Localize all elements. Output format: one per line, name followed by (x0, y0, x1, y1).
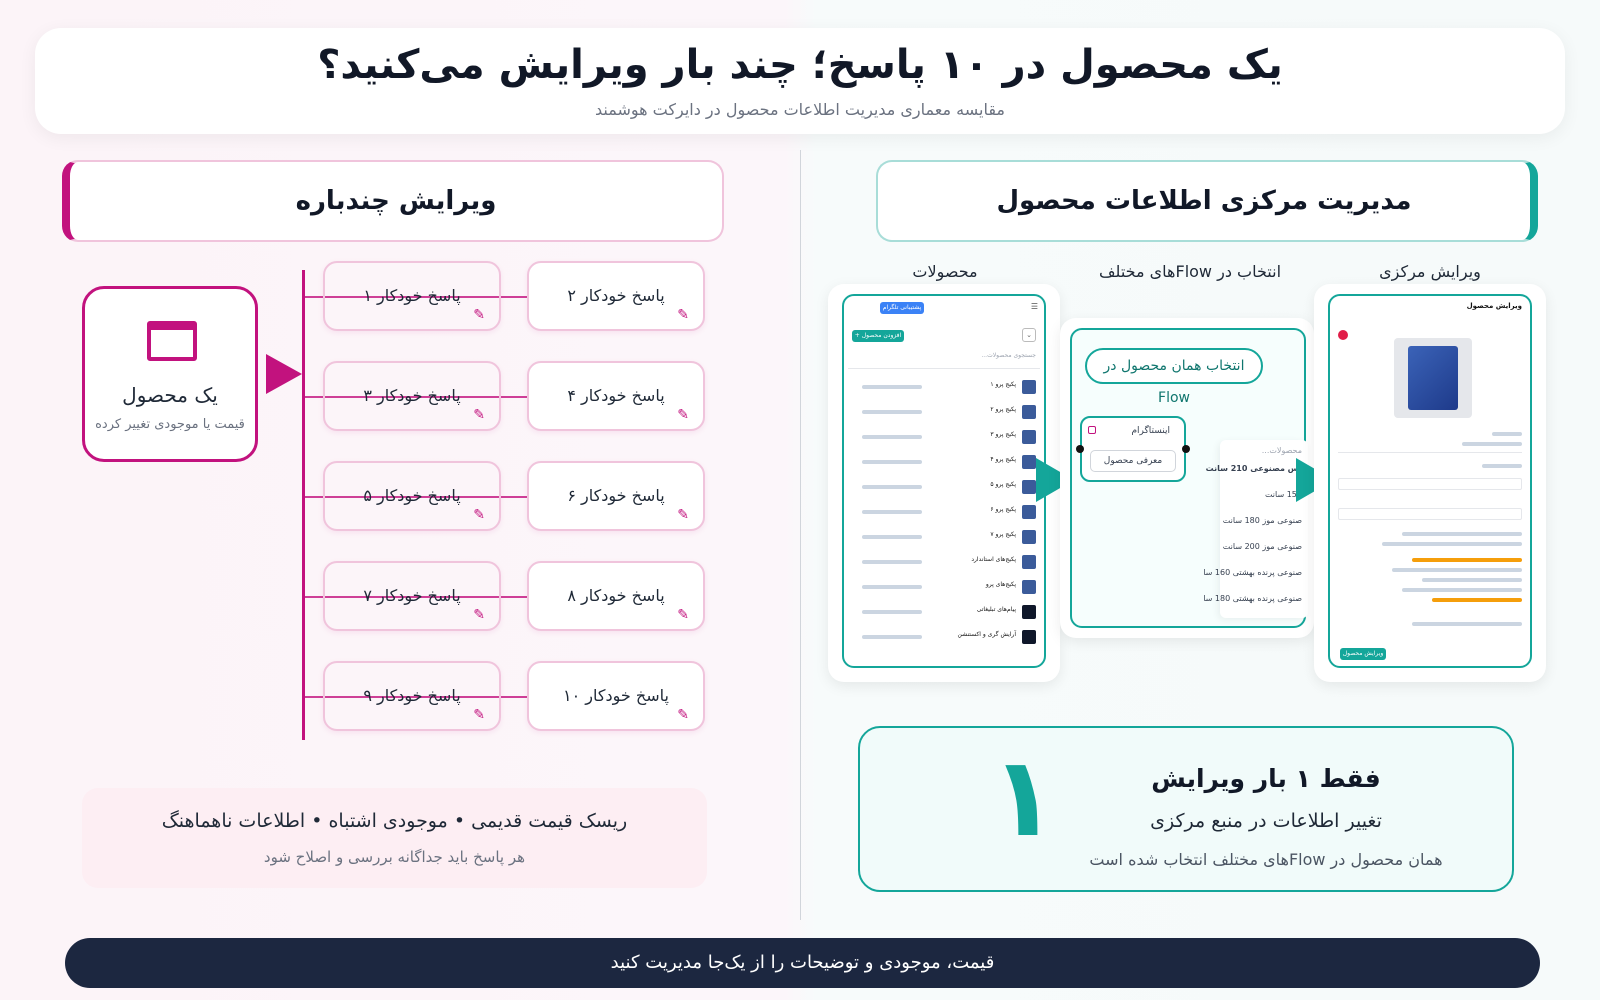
edit-phone (1314, 284, 1546, 682)
table-row[interactable] (848, 451, 1040, 473)
list-item[interactable]: محصولات... (1261, 446, 1302, 455)
response-box (527, 561, 705, 631)
products-phone (828, 284, 1060, 682)
response-label: پاسخ خودکار ۱۰ (563, 686, 669, 705)
response-label: پاسخ خودکار ۸ (567, 586, 665, 605)
url-field[interactable] (1338, 508, 1522, 520)
product-name: پکیج پرو ۲ (990, 406, 1016, 413)
pencil-icon: ✎ (677, 607, 689, 623)
page-title: یک محصول در ۱۰ پاسخ؛ چند بار ویرایش می‌کنید؟ (317, 42, 1283, 88)
table-row[interactable] (848, 626, 1040, 648)
product-name: پکیج پرو ۷ (990, 531, 1016, 538)
pencil-icon: ✎ (677, 707, 689, 723)
section-title-central: مدیریت مرکزی اطلاعات محصول (876, 160, 1538, 242)
product-thumb (1022, 580, 1036, 594)
product-card (82, 286, 258, 462)
product-name: پکیج پرو ۵ (990, 481, 1016, 488)
single-edit-sub: تغییر اطلاعات در منبع مرکزی (1150, 810, 1382, 832)
product-sub: قیمت یا موجودی تغییر کرده (95, 417, 245, 432)
response-box (527, 261, 705, 331)
product-thumb (1022, 630, 1036, 644)
single-edit-foot: همان محصول در Flowهای مختلف انتخاب شده است (1089, 850, 1443, 869)
chevron-down-icon[interactable]: ⌄ (1022, 328, 1036, 342)
list-item[interactable]: صنوعی پرنده بهشتی 180 سا (1203, 594, 1302, 603)
list-item[interactable]: صنوعی موز 180 سانت (1222, 516, 1302, 525)
edit-title: ویرایش محصول (1466, 302, 1522, 310)
section-title-multi-edit: ویرایش چندباره (62, 160, 724, 242)
table-row[interactable] (848, 526, 1040, 548)
arrow-right-icon (266, 354, 302, 394)
response-box (527, 361, 705, 431)
center-divider (800, 150, 801, 920)
single-edit-title: فقط ۱ بار ویرایش (1151, 764, 1381, 793)
header-card (35, 28, 1565, 134)
response-label: پاسخ خودکار ۲ (567, 286, 665, 305)
big-number: ۱ (990, 733, 1058, 861)
product-thumb (1022, 480, 1036, 494)
menu-icon[interactable]: ☰ (1030, 302, 1038, 311)
response-box (323, 361, 501, 431)
close-icon[interactable] (1338, 330, 1348, 340)
response-box (323, 261, 501, 331)
book-cover (1408, 346, 1458, 410)
product-thumb (1022, 530, 1036, 544)
risk-title: ریسک قیمت قدیمی • موجودی اشتباه • اطلاعات ناهماهنگ (161, 810, 628, 832)
response-label: پاسخ خودکار ۶ (567, 486, 665, 505)
products-screen (842, 294, 1046, 668)
product-thumb (1022, 380, 1036, 394)
list-item[interactable]: صنوعی موز 200 سانت (1222, 542, 1302, 551)
box-icon (147, 321, 197, 361)
response-label: پاسخ خودکار ۳ (363, 386, 461, 405)
products-search-input[interactable]: جستجوی محصولات... (981, 352, 1036, 359)
price-field[interactable] (1338, 478, 1522, 490)
product-name: آرایش گری و اکستنشن (957, 631, 1016, 638)
product-name: پکیج پرو ۳ (990, 431, 1016, 438)
risk-sub: هر پاسخ باید جداگانه بررسی و اصلاح شود (263, 848, 526, 866)
single-edit-card (858, 726, 1514, 892)
response-box (323, 461, 501, 531)
table-row[interactable] (848, 501, 1040, 523)
product-thumb (1022, 505, 1036, 519)
response-label: پاسخ خودکار ۵ (363, 486, 461, 505)
edit-screen (1328, 294, 1532, 668)
pencil-icon: ✎ (473, 307, 485, 323)
list-item[interactable]: پس مصنوعی 210 سانت (1205, 464, 1302, 473)
branch-line (302, 270, 305, 740)
list-item[interactable]: صنوعی پرنده بهشتی 160 سا (1203, 568, 1302, 577)
column-title-edit: ویرایش مرکزی (1379, 262, 1481, 281)
node-title: اینستاگرام (1131, 426, 1170, 436)
table-row[interactable] (848, 426, 1040, 448)
product-name: پیام‌های تبلیغاتی (976, 606, 1016, 613)
response-box (527, 661, 705, 731)
flow-select-pill: انتخاب همان محصول در Flow (1085, 348, 1263, 384)
product-thumb (1022, 555, 1036, 569)
table-row[interactable] (848, 401, 1040, 423)
field-line (1338, 452, 1522, 453)
pencil-icon: ✎ (473, 507, 485, 523)
pencil-icon: ✎ (473, 407, 485, 423)
product-name: پکیج پرو ۶ (990, 506, 1016, 513)
page-subtitle: مقایسه معماری مدیریت اطلاعات محصول در دایرکت هوشمند (594, 100, 1005, 119)
product-name: پکیج پرو ۴ (990, 456, 1016, 463)
response-label: پاسخ خودکار ۱ (363, 286, 461, 305)
list-item[interactable]: 150 سانت (1264, 490, 1302, 499)
response-label: پاسخ خودکار ۴ (567, 386, 665, 405)
pencil-icon: ✎ (473, 607, 485, 623)
telegram-support-button[interactable]: پشتیبانی تلگرام (880, 302, 924, 314)
risk-card (82, 788, 707, 888)
connector-dot (1182, 445, 1190, 453)
flow-node (1080, 416, 1186, 482)
response-label: پاسخ خودکار ۹ (363, 686, 461, 705)
product-thumb (1022, 405, 1036, 419)
pencil-icon: ✎ (473, 707, 485, 723)
pencil-icon: ✎ (677, 507, 689, 523)
response-box (323, 561, 501, 631)
column-title-flows: انتخاب در Flowهای مختلف (1098, 262, 1282, 281)
product-name: پکیج‌های پرو (985, 581, 1016, 588)
table-row[interactable] (848, 551, 1040, 573)
product-thumb (1022, 430, 1036, 444)
table-divider (848, 368, 1040, 369)
product-name: پکیج‌های استاندارد (971, 556, 1016, 563)
response-label: پاسخ خودکار ۷ (363, 586, 461, 605)
edit-product-button[interactable]: ویرایش محصول (1340, 648, 1386, 660)
footer-banner: قیمت، موجودی و توضیحات را از یک‌جا مدیریت کنید (65, 938, 1540, 988)
node-item: معرفی محصول (1090, 450, 1176, 472)
column-title-products: محصولات (912, 262, 978, 281)
product-name: پکیج پرو ۱ (990, 381, 1016, 388)
product-image (1394, 338, 1472, 418)
pencil-icon: ✎ (677, 407, 689, 423)
response-box (323, 661, 501, 731)
table-row[interactable] (848, 376, 1040, 398)
pencil-icon: ✎ (677, 307, 689, 323)
product-picker-list (1203, 440, 1308, 618)
product-thumb (1022, 605, 1036, 619)
table-row[interactable] (848, 576, 1040, 598)
product-label: یک محصول (122, 383, 218, 407)
connector-dot (1076, 445, 1084, 453)
add-product-button[interactable]: + افزودن محصول (852, 330, 904, 342)
table-row[interactable] (848, 476, 1040, 498)
response-box (527, 461, 705, 531)
product-thumb (1022, 455, 1036, 469)
instagram-icon (1088, 426, 1096, 434)
table-row[interactable] (848, 601, 1040, 623)
